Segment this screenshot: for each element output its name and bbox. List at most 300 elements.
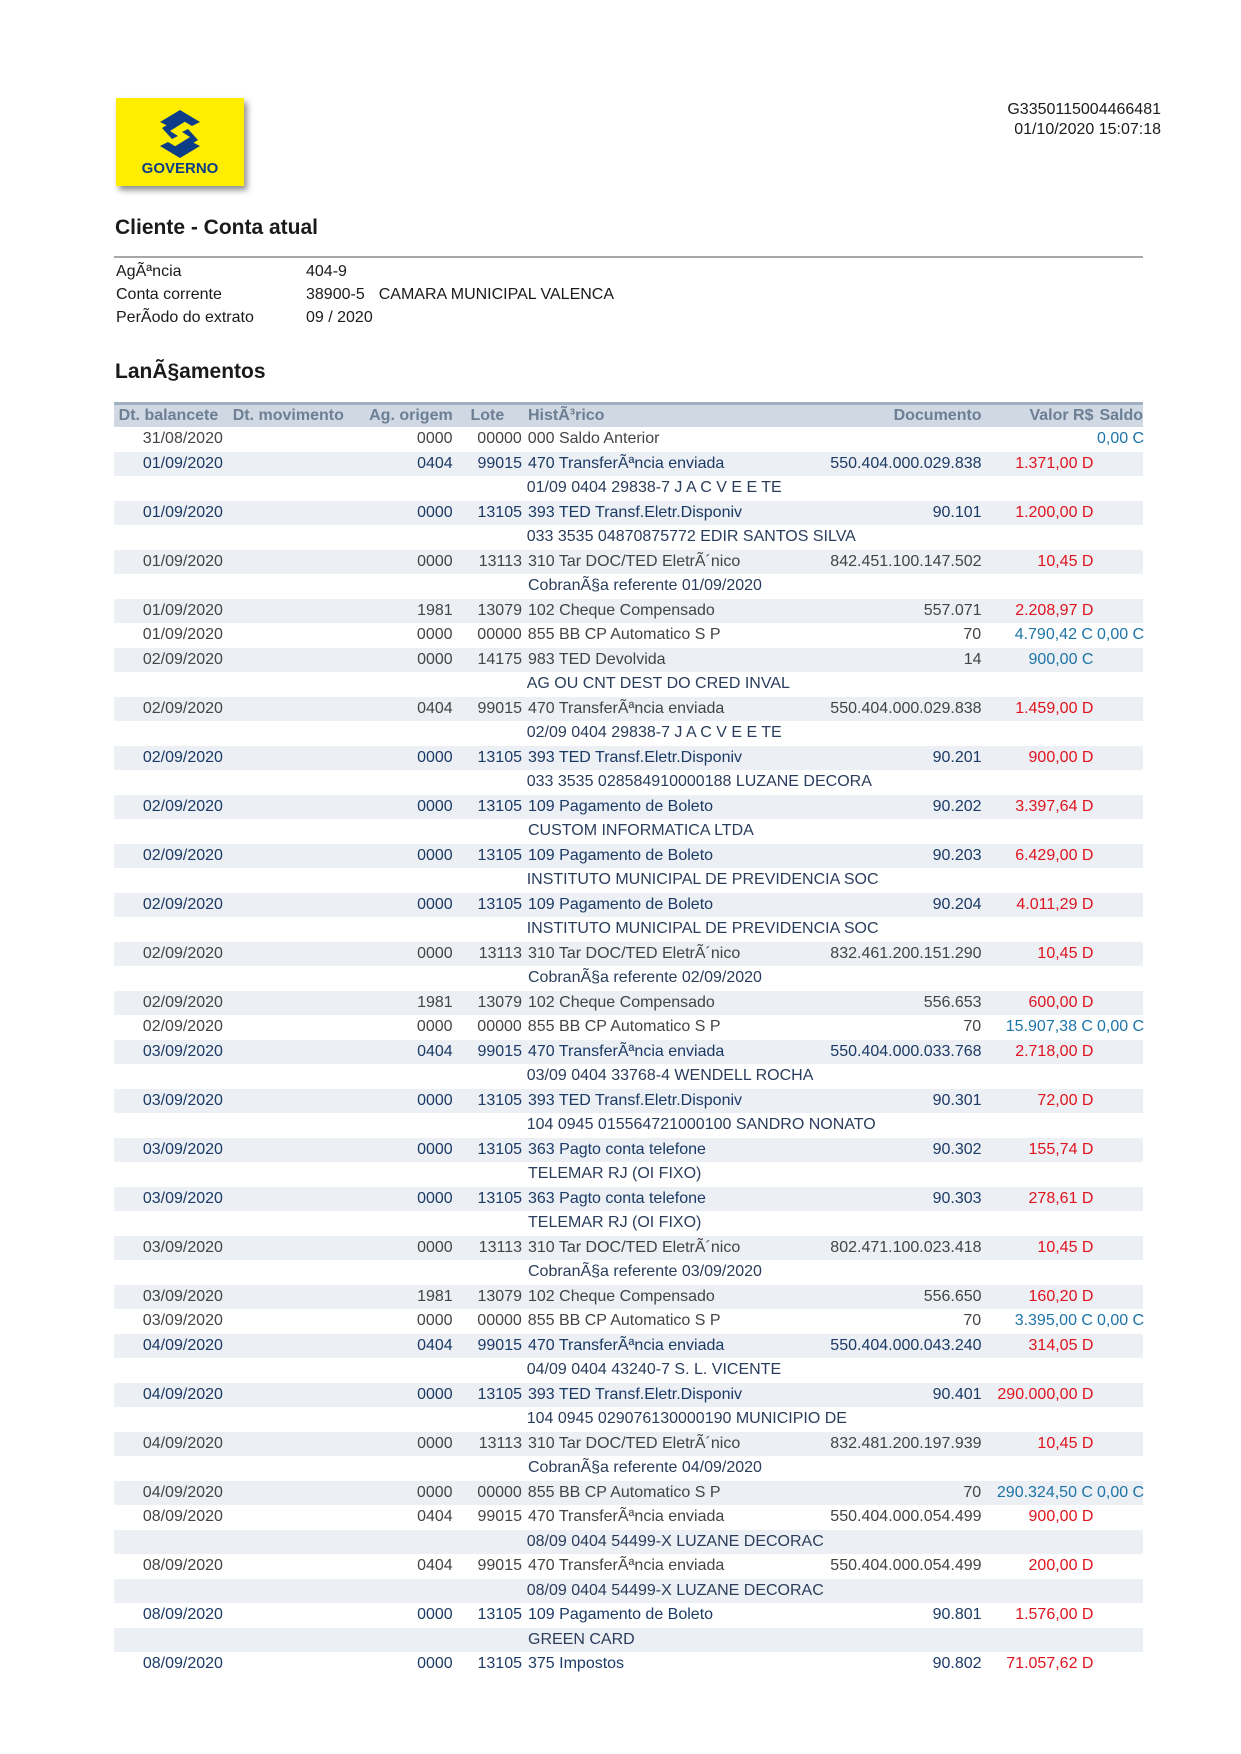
row-dt-balancete [114, 672, 223, 697]
row-ag-origem: 0404 [417, 1042, 453, 1060]
row-documento: 556.650 [923, 1287, 982, 1305]
row-saldo [1093, 1260, 1143, 1285]
ledger-row [114, 1138, 1143, 1163]
row-dt-movimento [223, 1260, 354, 1285]
row-saldo [1093, 1652, 1143, 1677]
row-valor: 4.790,42 C [1014, 626, 1093, 643]
row-historico: 375 Impostos [528, 1655, 625, 1672]
row-documento: 90.303 [932, 1189, 982, 1207]
row-historico: 470 TransferÃªncia enviada [528, 454, 725, 472]
row-saldo [1093, 1554, 1143, 1579]
row-dt-movimento [223, 917, 353, 942]
row-ag-origem: 0000 [417, 895, 453, 913]
row-dt-balancete: 03/09/2020 [142, 1042, 223, 1060]
row-ag-origem: 0000 [416, 626, 453, 643]
row-documento: 550.404.000.054.499 [830, 1557, 982, 1574]
ledger-row [114, 1652, 1143, 1677]
row-valor [982, 770, 1094, 795]
agencia-row [116, 260, 614, 283]
col-valor: Valor R$ [1029, 407, 1094, 424]
row-ag-origem: 0000 [416, 1312, 453, 1329]
row-dt-movimento [223, 721, 353, 746]
row-documento [771, 966, 982, 991]
ledger-row [114, 1040, 1143, 1065]
row-dt-movimento [223, 1236, 354, 1261]
row-historico: AG OU CNT DEST DO CRED INVAL [526, 675, 790, 692]
row-saldo [1094, 476, 1143, 501]
row-valor [982, 917, 1094, 942]
row-historico: CobranÃ§a referente 03/09/2020 [528, 1263, 762, 1280]
row-dt-balancete: 31/08/2020 [142, 430, 223, 447]
row-ag-origem: 0000 [417, 944, 453, 962]
row-saldo: 0,00 C [1096, 1018, 1145, 1035]
row-valor [982, 819, 1094, 844]
ledger-row [114, 427, 1143, 452]
row-historico: 08/09 0404 54499-X LUZANE DECORAC [526, 1532, 824, 1550]
ledger-row [114, 1505, 1143, 1530]
ledger-row [114, 1383, 1143, 1408]
row-documento: 70 [963, 1018, 982, 1035]
row-saldo [1093, 1285, 1143, 1310]
row-dt-movimento [223, 1652, 354, 1677]
row-saldo [1093, 452, 1143, 477]
row-dt-movimento [223, 1628, 354, 1653]
row-documento: 90.201 [932, 748, 982, 766]
row-historico: TELEMAR RJ (OI FIXO) [528, 1165, 702, 1182]
row-saldo [1094, 721, 1143, 746]
col-historico: HistÃ³rico [528, 407, 605, 424]
row-dt-balancete [114, 1579, 223, 1604]
row-dt-movimento [223, 844, 354, 869]
periodo-text: 09 / 2020 [306, 309, 373, 326]
row-dt-movimento [223, 1603, 354, 1628]
row-documento: 802.471.100.023.418 [830, 1238, 982, 1256]
row-lote [452, 868, 521, 893]
row-documento: 90.203 [932, 846, 982, 864]
conta-value [306, 283, 614, 306]
row-dt-balancete [114, 721, 223, 746]
row-saldo: 0,00 C [1096, 1312, 1145, 1329]
row-dt-movimento [223, 1554, 354, 1579]
row-documento: 70 [963, 626, 982, 643]
row-documento [772, 1064, 982, 1089]
ledger-row [114, 1603, 1143, 1628]
col-dt-movimento: Dt. movimento [232, 407, 344, 424]
row-dt-movimento [223, 427, 354, 452]
row-dt-movimento [223, 1187, 354, 1212]
lancamentos-title: LanÃ§amentos [115, 360, 266, 383]
row-lote: 99015 [477, 1336, 522, 1354]
agencia-value [306, 260, 347, 283]
row-ag-origem: 0404 [417, 1336, 453, 1354]
row-valor: 1.371,00 D [1015, 454, 1094, 472]
row-lote: 13105 [477, 1189, 522, 1207]
row-valor [982, 868, 1094, 893]
ledger-detail-row [114, 1456, 1143, 1481]
ledger-row [114, 1015, 1143, 1040]
row-documento [772, 525, 982, 550]
row-historico: 393 TED Transf.Eletr.Disponiv [528, 748, 743, 766]
row-dt-balancete [114, 1162, 223, 1187]
row-dt-balancete [114, 1530, 223, 1555]
row-valor: 4.011,29 D [1016, 895, 1094, 913]
row-valor [982, 1628, 1094, 1653]
row-dt-balancete [114, 917, 223, 942]
ledger-row [114, 623, 1143, 648]
row-documento [772, 1407, 982, 1432]
row-saldo [1093, 1138, 1143, 1163]
ledger-body [114, 427, 1143, 1677]
row-valor: 290.000,00 D [997, 1385, 1094, 1403]
ledger-table [114, 402, 1143, 1677]
row-valor [982, 1064, 1094, 1089]
row-historico: 310 Tar DOC/TED EletrÃ´nico [528, 1434, 741, 1452]
client-section-title: Cliente - Conta atual [115, 216, 319, 239]
row-lote: 99015 [477, 699, 522, 717]
row-lote: 14175 [477, 650, 522, 668]
row-saldo [1094, 917, 1143, 942]
row-dt-balancete: 04/09/2020 [142, 1434, 223, 1452]
row-historico: TELEMAR RJ (OI FIXO) [528, 1214, 702, 1231]
row-saldo [1094, 770, 1143, 795]
row-saldo [1093, 1628, 1143, 1653]
ledger-detail-row [114, 917, 1143, 942]
ledger-detail-row [114, 1211, 1143, 1236]
row-ag-origem: 0404 [417, 699, 453, 717]
conta-name: CAMARA MUNICIPAL VALENCA [378, 286, 615, 303]
ledger-row [114, 550, 1143, 575]
row-ag-origem [354, 966, 453, 991]
row-dt-movimento [223, 648, 354, 673]
row-dt-balancete: 04/09/2020 [142, 1385, 223, 1403]
row-saldo [1093, 942, 1143, 967]
row-dt-balancete: 03/09/2020 [142, 1312, 223, 1329]
row-documento: 70 [963, 1312, 982, 1329]
ledger-row [114, 893, 1143, 918]
row-ag-origem [353, 1064, 452, 1089]
row-valor [982, 1407, 1094, 1432]
row-lote [453, 574, 522, 599]
row-documento [772, 721, 982, 746]
ledger-row [114, 599, 1143, 624]
ledger-row [114, 1334, 1143, 1359]
row-documento [771, 1162, 982, 1187]
row-ag-origem [353, 672, 452, 697]
row-lote: 13079 [477, 601, 522, 619]
row-dt-movimento [223, 1285, 354, 1310]
row-dt-balancete: 08/09/2020 [142, 1655, 223, 1672]
row-ag-origem [353, 525, 452, 550]
row-historico: 470 TransferÃªncia enviada [528, 1557, 725, 1574]
row-dt-balancete [114, 574, 223, 599]
row-valor [982, 1260, 1094, 1285]
row-dt-balancete: 01/09/2020 [142, 503, 223, 521]
row-historico: 855 BB CP Automatico S P [527, 626, 721, 643]
account-info [116, 260, 614, 329]
row-ag-origem [353, 917, 452, 942]
row-lote: 99015 [477, 1042, 522, 1060]
row-dt-movimento [223, 501, 354, 526]
row-valor [982, 476, 1094, 501]
ledger-detail-row [114, 966, 1143, 991]
row-lote: 00000 [477, 1483, 522, 1501]
ledger-detail-row [114, 1407, 1143, 1432]
bank-logo [116, 98, 244, 186]
row-historico: 109 Pagamento de Boleto [528, 846, 714, 864]
row-ag-origem [353, 721, 452, 746]
row-valor: 10,45 D [1037, 1238, 1094, 1256]
row-lote: 13105 [477, 503, 522, 521]
ledger-row [114, 1432, 1143, 1457]
ledger-header [114, 402, 1143, 427]
row-saldo [1093, 697, 1143, 722]
row-saldo [1094, 525, 1143, 550]
row-historico: 470 TransferÃªncia enviada [528, 1508, 725, 1525]
ledger-detail-row [114, 819, 1143, 844]
row-valor: 2.208,97 D [1015, 601, 1094, 619]
row-ag-origem [353, 1407, 452, 1432]
row-documento [770, 427, 981, 452]
row-saldo [1093, 1236, 1143, 1261]
row-lote: 13105 [477, 1140, 522, 1158]
ledger-row [114, 648, 1143, 673]
ledger-detail-row [114, 1358, 1143, 1383]
row-ag-origem [354, 1260, 453, 1285]
row-historico: 109 Pagamento de Boleto [528, 1606, 714, 1623]
row-documento [771, 819, 982, 844]
row-historico: 08/09 0404 54499-X LUZANE DECORAC [526, 1581, 824, 1599]
row-lote: 13105 [477, 1655, 522, 1672]
row-dt-balancete [114, 819, 223, 844]
row-lote: 99015 [477, 1508, 522, 1525]
row-ag-origem [353, 1113, 452, 1138]
row-documento: 90.802 [932, 1655, 982, 1672]
row-valor: 1.459,00 D [1015, 699, 1094, 717]
row-documento: 550.404.000.043.240 [830, 1336, 982, 1354]
row-documento: 90.302 [932, 1140, 982, 1158]
row-valor [982, 966, 1094, 991]
row-saldo [1093, 1603, 1143, 1628]
row-documento [772, 770, 982, 795]
row-historico: 104 0945 029076130000190 MUNICIPIO DE [526, 1410, 847, 1427]
row-saldo [1094, 1064, 1143, 1089]
row-ag-origem [354, 1211, 453, 1236]
row-dt-balancete: 04/09/2020 [142, 1336, 223, 1354]
logo-text: GOVERNO [141, 160, 219, 177]
row-historico: 393 TED Transf.Eletr.Disponiv [528, 1091, 743, 1109]
agencia-label: AgÃªncia [116, 263, 182, 280]
row-dt-movimento [223, 623, 354, 648]
row-dt-balancete [114, 1211, 223, 1236]
ledger-detail-row [114, 1579, 1143, 1604]
ledger-detail-row [114, 721, 1143, 746]
row-dt-movimento [223, 893, 354, 918]
col-saldo: Saldo [1099, 407, 1144, 424]
row-saldo [1093, 1089, 1143, 1114]
row-lote: 13079 [477, 993, 522, 1011]
row-dt-balancete: 04/09/2020 [142, 1483, 223, 1501]
row-dt-balancete [114, 1628, 223, 1653]
row-dt-balancete: 02/09/2020 [142, 748, 223, 766]
ledger-row [114, 1309, 1143, 1334]
row-dt-movimento [223, 452, 354, 477]
row-dt-movimento [223, 1407, 353, 1432]
ledger-detail-row [114, 770, 1143, 795]
row-dt-balancete: 01/09/2020 [142, 626, 223, 643]
row-lote [452, 476, 521, 501]
row-valor: 278,61 D [1028, 1189, 1094, 1207]
row-saldo [1093, 501, 1143, 526]
row-ag-origem [353, 476, 452, 501]
row-valor: 200,00 D [1028, 1557, 1094, 1574]
row-dt-movimento [223, 1064, 353, 1089]
row-historico: 855 BB CP Automatico S P [527, 1483, 721, 1501]
row-ag-origem [354, 574, 453, 599]
row-historico: 470 TransferÃªncia enviada [528, 1336, 725, 1354]
row-documento [772, 476, 982, 501]
row-historico: 102 Cheque Compensado [528, 993, 715, 1011]
row-historico: INSTITUTO MUNICIPAL DE PREVIDENCIA SOC [526, 871, 879, 888]
row-valor: 155,74 D [1028, 1140, 1094, 1158]
ledger-detail-row [114, 1162, 1143, 1187]
row-ag-origem: 0404 [417, 1508, 453, 1525]
periodo-value [306, 306, 373, 329]
row-ag-origem: 0000 [417, 650, 453, 668]
ledger-row [114, 746, 1143, 771]
row-ag-origem: 0000 [417, 748, 453, 766]
ledger-detail-row [114, 525, 1143, 550]
ledger-detail-row [114, 672, 1143, 697]
row-historico: 855 BB CP Automatico S P [527, 1312, 721, 1329]
row-ag-origem [353, 1358, 452, 1383]
row-lote [453, 966, 522, 991]
row-historico: CobranÃ§a referente 04/09/2020 [528, 1459, 762, 1476]
row-ag-origem [354, 819, 453, 844]
row-documento [771, 1456, 982, 1481]
row-dt-balancete: 02/09/2020 [142, 846, 223, 864]
row-dt-movimento [223, 1383, 354, 1408]
row-dt-movimento [223, 1089, 354, 1114]
row-valor [982, 574, 1094, 599]
row-dt-balancete: 02/09/2020 [142, 1018, 223, 1035]
row-ag-origem: 0000 [417, 1140, 453, 1158]
row-saldo [1093, 574, 1143, 599]
row-dt-movimento [223, 1015, 354, 1040]
row-historico: 01/09 0404 29838-7 J A C V E E TE [526, 479, 782, 496]
row-documento: 90.101 [932, 503, 982, 521]
row-lote [452, 1064, 521, 1089]
row-historico: 102 Cheque Compensado [528, 601, 715, 619]
row-documento [772, 1113, 982, 1138]
conta-number: 38900-5 [306, 286, 365, 303]
row-historico: 393 TED Transf.Eletr.Disponiv [528, 1385, 743, 1403]
row-lote [452, 1358, 521, 1383]
row-dt-movimento [223, 795, 354, 820]
row-historico: 983 TED Devolvida [528, 650, 666, 668]
row-historico: 102 Cheque Compensado [528, 1287, 715, 1305]
row-ag-origem: 0000 [417, 503, 453, 521]
row-documento [771, 574, 982, 599]
row-historico: 000 Saldo Anterior [527, 430, 660, 447]
row-historico: GREEN CARD [528, 1630, 635, 1648]
row-ag-origem: 0000 [417, 797, 453, 815]
row-saldo [1094, 1407, 1143, 1432]
row-valor: 290.324,50 C [996, 1483, 1093, 1501]
row-historico: 02/09 0404 29838-7 J A C V E E TE [526, 724, 782, 741]
ledger-detail-row [114, 574, 1143, 599]
row-documento: 90.801 [932, 1606, 982, 1623]
col-dt-balancete: Dt. balancete [118, 407, 219, 424]
row-valor: 900,00 C [1028, 650, 1094, 668]
ledger-row [114, 991, 1143, 1016]
row-valor: 3.397,64 D [1015, 797, 1094, 815]
row-lote [452, 917, 521, 942]
row-saldo [1094, 1579, 1143, 1604]
row-dt-balancete: 01/09/2020 [142, 552, 223, 570]
row-dt-movimento [223, 1211, 354, 1236]
row-dt-balancete [114, 525, 223, 550]
row-documento [772, 672, 982, 697]
row-dt-movimento [223, 991, 354, 1016]
row-documento: 14 [963, 650, 982, 668]
document-meta [1007, 100, 1161, 140]
row-valor [982, 1579, 1094, 1604]
row-historico: 855 BB CP Automatico S P [527, 1018, 721, 1035]
row-saldo [1093, 966, 1143, 991]
row-ag-origem: 0404 [417, 1557, 453, 1574]
row-ag-origem: 0000 [417, 1238, 453, 1256]
row-valor: 900,00 D [1028, 748, 1094, 766]
row-valor: 3.395,00 C [1014, 1312, 1093, 1329]
row-dt-balancete: 03/09/2020 [142, 1287, 223, 1305]
row-ag-origem [354, 1456, 453, 1481]
row-lote [453, 1162, 522, 1187]
row-lote: 00000 [477, 1312, 522, 1329]
row-valor: 10,45 D [1037, 944, 1094, 962]
row-valor: 10,45 D [1037, 1434, 1094, 1452]
row-dt-movimento [223, 966, 354, 991]
row-dt-movimento [223, 1334, 354, 1359]
row-historico: 310 Tar DOC/TED EletrÃ´nico [528, 552, 741, 570]
row-lote [453, 819, 522, 844]
row-ag-origem: 1981 [417, 601, 453, 619]
row-lote: 99015 [477, 454, 522, 472]
row-dt-movimento [223, 1113, 353, 1138]
row-valor [981, 427, 1093, 452]
row-saldo [1093, 1211, 1143, 1236]
row-saldo [1093, 844, 1143, 869]
periodo-label: PerÃodo do extrato [116, 309, 254, 326]
banco-do-brasil-icon [150, 108, 210, 160]
row-historico: 393 TED Transf.Eletr.Disponiv [528, 503, 743, 521]
row-ag-origem: 0000 [416, 430, 453, 447]
row-documento: 90.204 [932, 895, 982, 913]
row-saldo [1093, 599, 1143, 624]
row-valor [982, 721, 1094, 746]
row-dt-movimento [223, 1505, 354, 1530]
row-dt-movimento [223, 476, 353, 501]
col-ag-origem: Ag. origem [369, 407, 453, 424]
row-lote: 13113 [478, 1434, 522, 1452]
row-valor [982, 525, 1094, 550]
row-documento: 842.451.100.147.502 [830, 552, 982, 570]
row-dt-balancete [114, 476, 223, 501]
row-ag-origem [354, 1628, 453, 1653]
periodo-row [116, 306, 614, 329]
row-ag-origem [353, 1530, 452, 1555]
row-lote [452, 525, 521, 550]
row-saldo [1093, 1432, 1143, 1457]
